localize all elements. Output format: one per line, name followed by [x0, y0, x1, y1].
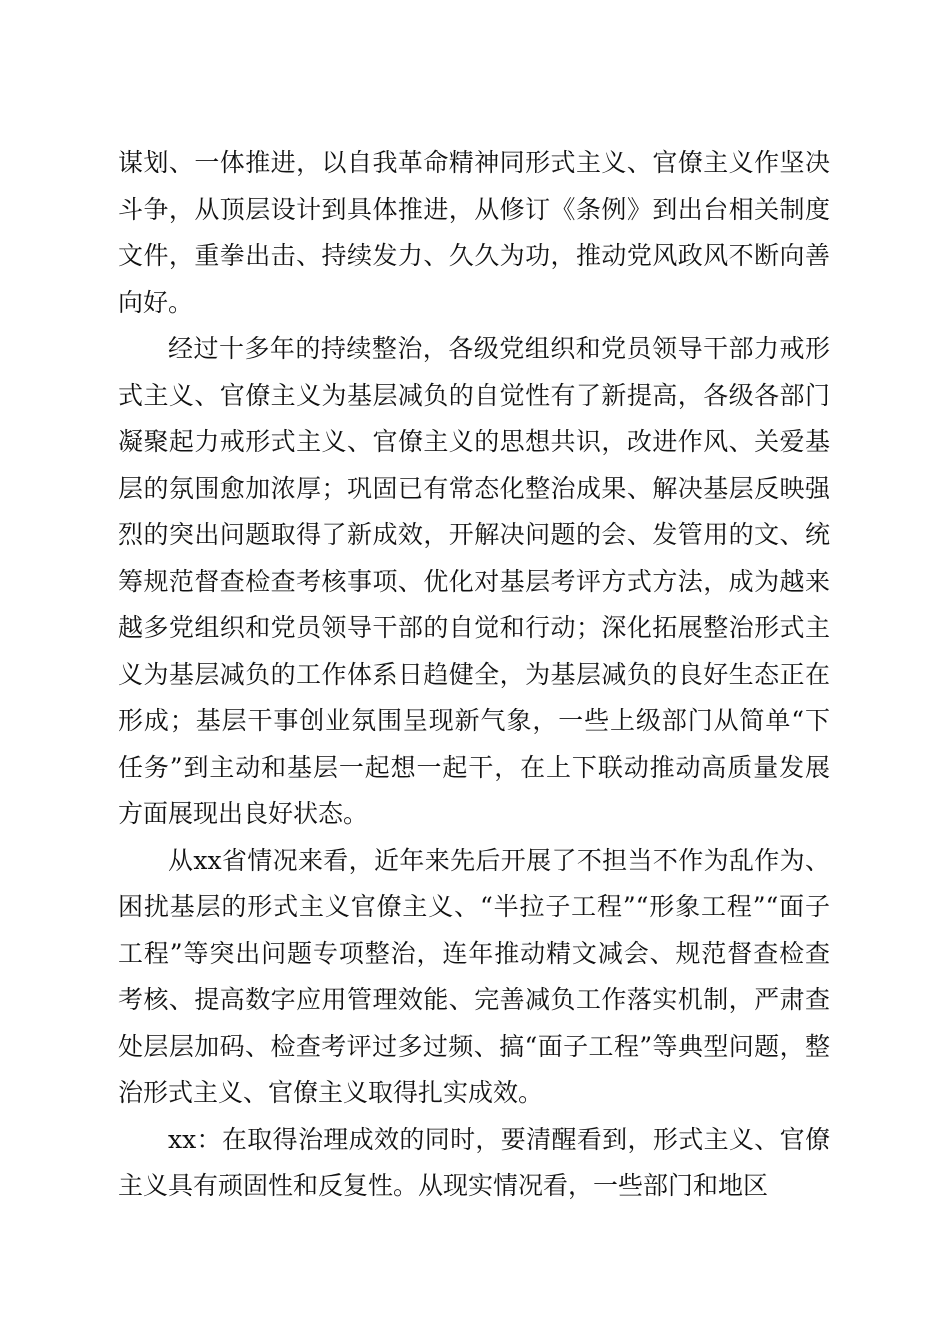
- paragraph-3: 从xx省情况来看，近年来先后开展了不担当不作为乱作为、困扰基层的形式主义官僚主义、“半拉子工程”“形象工程”“面子工程”等突出问题专项整治，连年推动精文减会、规范督查检查考核、提高数字应用管理效能、完善减负工作落实机制，严肃查处层层加码、检查考评过多过频、搞“面子工程”等典型问题，整治形式主义、官僚主义取得扎实成效。: [118, 845, 830, 1107]
- body-text: [118, 140, 830, 1210]
- paragraph-1: 谋划、一体推进，以自我革命精神同形式主义、官僚主义作坚决斗争，从顶层设计到具体推进，从修订《条例》到出台相关制度文件，重拳出击、持续发力、久久为功，推动党风政风不断向善向好。: [118, 148, 830, 317]
- paragraph-4: xx：在取得治理成效的同时，要清醒看到，形式主义、官僚主义具有顽固性和反复性。从现实情况看，一些部门和地区: [118, 1124, 830, 1200]
- paragraph-2: 经过十多年的持续整治，各级党组织和党员领导干部力戒形式主义、官僚主义为基层减负的自觉性有了新提高，各级各部门凝聚起力戒形式主义、官僚主义的思想共识，改进作风、关爱基层的氛围愈加浓厚；巩固已有常态化整治成果、解决基层反映强烈的突出问题取得了新成效，开解决问题的会、发管用的文、统筹规范督查检查考核事项、优化对基层考评方式方法，成为越来越多党组织和党员领导干部的自觉和行动；深化拓展整治形式主义为基层减负的工作体系日趋健全，为基层减负的良好生态正在形成；基层干事创业氛围呈现新气象，一些上级部门从简单“下任务”到主动和基层一起想一起干，在上下联动推动高质量发展方面展现出良好状态。: [118, 334, 830, 828]
